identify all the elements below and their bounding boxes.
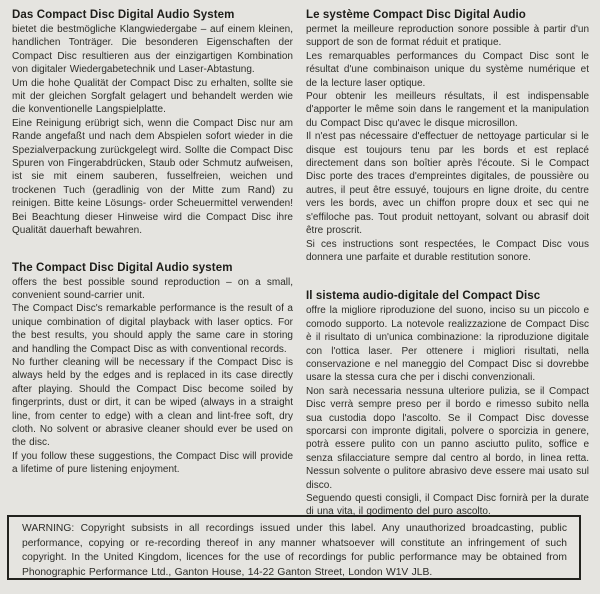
french-paragraph: Si ces instructions sont respectées, le Compact Disc vous donnera une parfaite et durable restitution sonore. — [306, 238, 589, 263]
english-paragraph: offers the best possible sound reproduction – on a small, convenient sound-carrier unit. — [12, 276, 293, 301]
french-heading: Le système Compact Disc Digital Audio — [306, 9, 526, 21]
right-column — [306, 8, 589, 519]
copyright-warning-box — [7, 515, 581, 580]
section-french — [306, 8, 589, 264]
copyright-warning-text: WARNING: Copyright subsists in all recordings issued under this label. Any unauthorized broadcasting, public performance, copying or re-recording thereof in any manner whatsoever will constitute an infringement of such copyright. In the United Kingdom, licences for the use of recordings for public performance may be obtained from Phonographic Performance Ltd., Ganton House, 14-22 Ganton Street, London W1V JLB. — [22, 523, 567, 578]
english-heading: The Compact Disc Digital Audio system — [12, 261, 233, 274]
french-paragraph: Les remarquables performances du Compact Disc sont le résultat d'une combinaison unique du système numérique et de la lecture laser optique. — [306, 50, 589, 89]
english-paragraph: The Compact Disc's remarkable performance is the result of a unique combination of digital playback with laser optics. For the best results, you should apply the same care in storing and handling the Compact Disc as with conventional records. — [12, 303, 293, 355]
german-heading: Das Compact Disc Digital Audio System — [12, 9, 235, 21]
section-english — [12, 261, 293, 477]
italian-paragraph: Seguendo questi consigli, il Compact Disc fornirà per la durate di una vita, il godimento del puro ascolto. — [306, 493, 589, 518]
french-paragraph: permet la meilleure reproduction sonore possible à partir d'un support de son de format réduit et pratique. — [306, 24, 589, 49]
german-paragraph: Um die hohe Qualität der Compact Disc zu erhalten, sollte sie mit der gleichen Sorgfalt gelagert und behandelt werden wie die konventionelle Langspielplatte. — [12, 77, 293, 116]
section-german — [12, 8, 293, 238]
left-column — [12, 8, 293, 477]
english-paragraph: If you follow these suggestions, the Compact Disc will provide a lifetime of pure listening enjoyment. — [12, 450, 293, 476]
italian-heading: Il sistema audio-digitale del Compact Disc — [306, 290, 541, 303]
german-paragraph: bietet die bestmögliche Klangwiedergabe – auf einem kleinen, handlichen Tonträger. Die besonderen Eigenschaften der Compact Disc resultieren aus der einzigartigen Kombination von digitaler Wiedergabetechnik und Laser-Abtastung. — [12, 24, 293, 76]
italian-paragraph: Non sarà necessaria nessuna ulteriore pulizia, se il Compact Disc verrà sempre preso per il bordo e rimesso subito nella sua custodia dopo l'ascolto. Se il Compact Disc dovesse sporcarsi con impronte digitali, polvere o sporcizia in genere, potrà essere pulito con un panno asciutto pulito, soffice e senza sfilacciature sempre dal centro al bordo, in linea retta. Nessun solvente o pulitore abrasivo deve essere mai usato sul disco. — [306, 385, 589, 491]
french-paragraph: Il n'est pas nécessaire d'effectuer de nettoyage particular si le disque est toujours tenu par les bords et est replacé directement dans son boîtier après l'écoute. Si le Compact Disc porte des traces d'empreintes digitales, de poussière ou autres, il peut être essuyé, toujours en ligne droite, du centre vers les bords, avec un chiffon propre doux et sec qui ne s'effiloche pas. Tout produit nettoyant, solvant ou abrasif doit être proscrit. — [306, 131, 589, 237]
french-paragraph: Pour obtenir les meilleurs résultats, il est indispensable d'apporter le même soin dans le rangement et la manipulation du Compact Disc qu'avec le disque microsillon. — [306, 91, 589, 129]
section-italian — [306, 289, 589, 519]
english-paragraph: No further cleaning will be necessary if the Compact Disc is always held by the edges and is replaced in its case directly after playing. Should the Compact Disc become soiled by fingerprints, dust or dirt, it can be wiped (always in a straight line, from center to edge) with a clean and lint-free soft, dry cloth. No solvent or abrasive cleaner should ever be used on the disc. — [12, 356, 293, 449]
german-paragraph: Eine Reinigung erübrigt sich, wenn die Compact Disc nur am Rande angefaßt und nach dem Abspielen sofort wieder in die Spezialverpackung zurückgelegt wird. Sollte die Compact Disc Spuren von Fingerabdrücken, Staub oder Schmutz aufweisen, ist sie mit einem sauberen, fusselfreien, weichen und trockenen Tuch (geradlinig von der Mitte zum Rand) zu reinigen. Bitte keine Lösungs- order Scheuermittel verwenden! Bei Beachtung dieser Hinweise wird die Compact Disc ihre Qualität dauerhaft bewahren. — [12, 117, 293, 237]
italian-paragraph: offre la migliore riproduzione del suono, inciso su un piccolo e comodo supporto. La notevole realizzazione de Compact Disc è il risultato di un'unica combinazione: la riproduzione digitale con l'ottica laser. Per ottenere i migliori risultati, nella conservazione e nel maneggio del Compact Disc si dovrebbe usare la stessa cura che per i dischi convenzionali. — [306, 305, 589, 384]
